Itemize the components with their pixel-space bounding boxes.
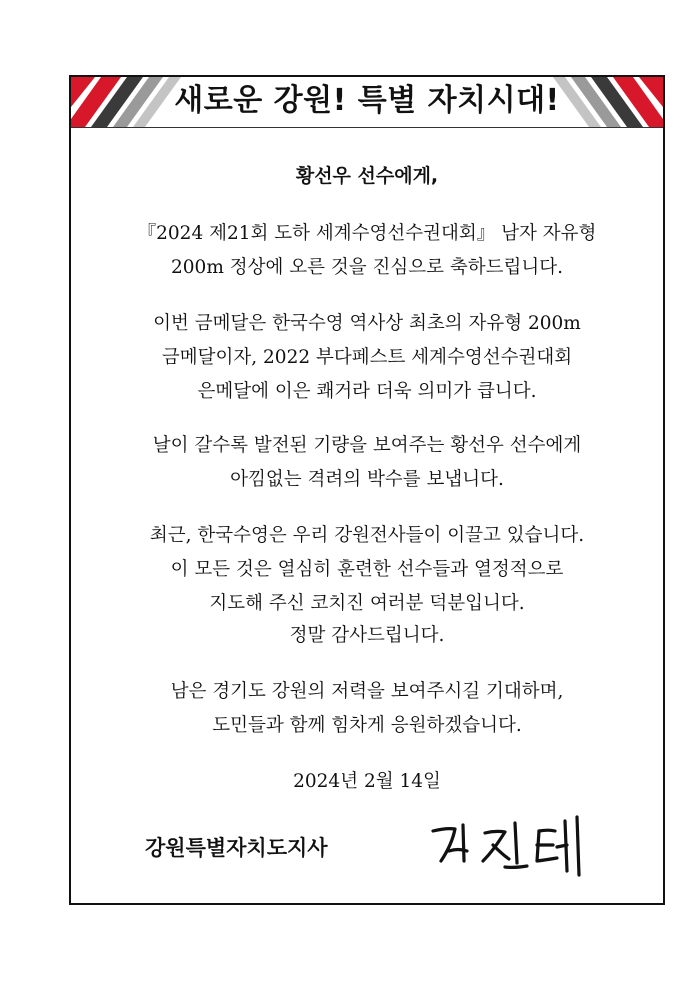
greeting: 황선우 선수에게, — [295, 165, 439, 187]
paragraph-1-line-1: 『2024 제21회 도하 세계수영선수권대회』 남자 자유형 — [137, 223, 597, 244]
signature — [427, 811, 597, 881]
banner-title: 새로운 강원! 특별 자치시대! — [174, 83, 560, 118]
paragraph-3-line-1: 날이 갈수록 발전된 기량을 보여주는 황선우 선수에게 — [152, 435, 582, 456]
paragraph-4-line-3: 지도해 주신 코치진 여러분 덕분입니다. — [209, 593, 525, 614]
banner — [71, 77, 663, 128]
paragraph-4-line-1: 최근, 한국수영은 우리 강원전사들이 이끌고 있습니다. — [149, 525, 585, 546]
paragraph-2-line-3: 은메달에 이은 쾌거라 더욱 의미가 큽니다. — [197, 381, 537, 402]
letter-frame — [69, 75, 665, 905]
paragraph-1-line-2: 200m 정상에 오른 것을 진심으로 축하드립니다. — [171, 257, 563, 278]
paragraph-4-line-2: 이 모든 것은 열심히 훈련한 선수들과 열정적으로 — [170, 559, 564, 580]
paragraph-2-line-2: 금메달이자, 2022 부다페스트 세계수영선수권대회 — [161, 347, 573, 368]
paragraph-5-line-2: 도민들과 함께 힘차게 응원하겠습니다. — [212, 715, 522, 736]
paragraph-3-line-2: 아낌없는 격려의 박수를 보냅니다. — [230, 469, 504, 490]
paragraph-4-line-4: 정말 감사드립니다. — [289, 625, 445, 646]
paragraph-5-line-1: 남은 경기도 강원의 저력을 보여주시길 기대하며, — [170, 681, 564, 702]
date: 2024년 2월 14일 — [293, 771, 441, 792]
signer-title: 강원특별자치도지사 — [145, 836, 328, 860]
paragraph-2-line-1: 이번 금메달은 한국수영 역사상 최초의 자유형 200m — [153, 313, 581, 334]
